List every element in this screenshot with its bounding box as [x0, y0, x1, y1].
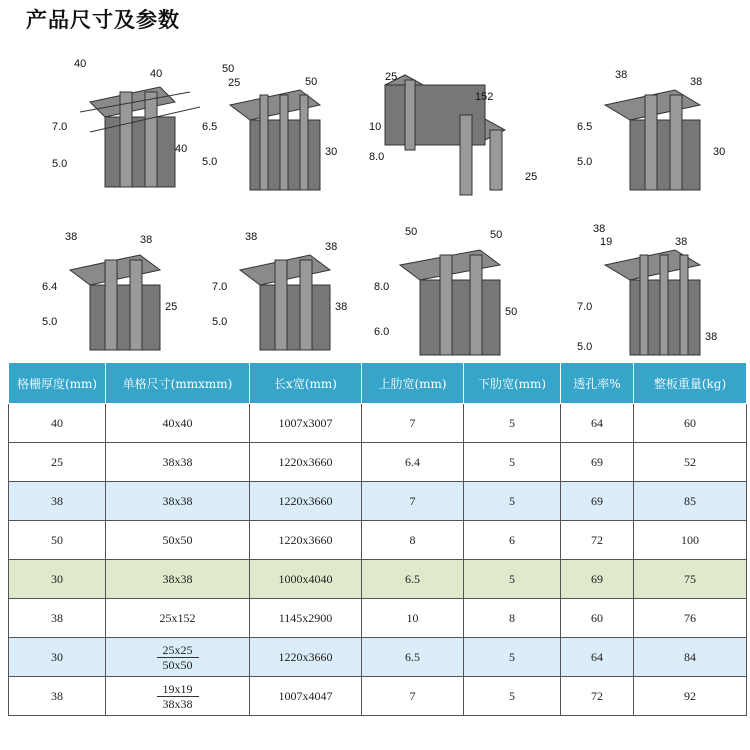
- grating-drawing-3: [365, 65, 545, 205]
- dim-label: 38: [615, 69, 628, 81]
- dim-label: 38: [65, 231, 78, 243]
- table-cell: 7: [362, 677, 464, 716]
- dim-label: 38: [705, 331, 718, 343]
- table-cell: 5: [464, 482, 561, 521]
- dim-label: 38: [140, 234, 153, 246]
- table-cell: 60: [561, 599, 634, 638]
- table-cell: 69: [561, 560, 634, 599]
- column-header: 上肋宽(mm): [362, 363, 464, 404]
- table-cell: 1000x4040: [250, 560, 362, 599]
- fraction-bottom: 38x38: [162, 696, 193, 711]
- table-cell: 30: [9, 638, 106, 677]
- grating-drawing-7: [370, 220, 530, 370]
- dim-label: 38: [245, 231, 258, 243]
- table-cell: 60: [634, 404, 747, 443]
- column-header: 长x宽(mm): [250, 363, 362, 404]
- product-drawings: [0, 40, 750, 353]
- table-cell: 64: [561, 404, 634, 443]
- table-cell: 72: [561, 521, 634, 560]
- table-cell: 1220x3660: [250, 521, 362, 560]
- dim-label: 40: [74, 58, 87, 70]
- table-cell: 6: [464, 521, 561, 560]
- dim-label: 50: [490, 229, 503, 241]
- table-cell: 8: [362, 521, 464, 560]
- dim-label: 5.0: [52, 158, 68, 170]
- dim-label: 5.0: [577, 341, 593, 353]
- table-cell: 7: [362, 482, 464, 521]
- dim-label: 25: [165, 301, 178, 313]
- grating-drawing-1: [50, 52, 200, 192]
- dim-label: 50: [405, 226, 418, 238]
- dim-label: 8.0: [374, 281, 390, 293]
- dim-label: 25: [525, 171, 538, 183]
- dim-label: 25: [385, 71, 398, 83]
- fraction-bottom: 50x50: [162, 657, 193, 672]
- table-cell: 72: [561, 677, 634, 716]
- table-cell: 1220x3660: [250, 443, 362, 482]
- dim-label: 7.0: [212, 281, 228, 293]
- fraction-top: 25x25: [157, 643, 199, 658]
- dim-label: 6.0: [374, 326, 390, 338]
- table-cell: 5: [464, 638, 561, 677]
- table-cell: 69: [561, 443, 634, 482]
- dim-label: 38: [335, 301, 348, 313]
- table-cell: 38: [9, 599, 106, 638]
- table-cell: 1220x3660: [250, 638, 362, 677]
- table-cell: 92: [634, 677, 747, 716]
- dim-label: 30: [325, 146, 338, 158]
- dim-label: 5.0: [202, 156, 218, 168]
- dim-label: 6.5: [577, 121, 593, 133]
- table-cell: 10: [362, 599, 464, 638]
- page-title: 产品尺寸及参数: [26, 8, 180, 32]
- table-cell: 1220x3660: [250, 482, 362, 521]
- dim-label: 7.0: [577, 301, 593, 313]
- table-cell: 38: [9, 677, 106, 716]
- grating-drawing-6: [210, 225, 360, 365]
- dim-label: 50: [305, 76, 318, 88]
- column-header: 整板重量(kg): [634, 363, 747, 404]
- dim-label: 19: [600, 236, 613, 248]
- table-cell: 69: [561, 482, 634, 521]
- table-cell: 38x38: [106, 560, 250, 599]
- table-cell: 50x50: [106, 521, 250, 560]
- dim-label: 152: [475, 91, 494, 103]
- table-cell: 7: [362, 404, 464, 443]
- dim-label: 50: [222, 63, 235, 75]
- table-cell: [106, 638, 250, 677]
- table-cell: 40: [9, 404, 106, 443]
- column-header: 透孔率%: [561, 363, 634, 404]
- table-row: [9, 482, 747, 521]
- dim-label: 38: [593, 223, 606, 235]
- column-header: 下肋宽(mm): [464, 363, 561, 404]
- column-header: 格栅厚度(mm): [9, 363, 106, 404]
- table-cell: 5: [464, 677, 561, 716]
- table-cell: 38x38: [106, 443, 250, 482]
- table-cell: 25x152: [106, 599, 250, 638]
- table-cell: 6.5: [362, 560, 464, 599]
- dim-label: 25: [228, 77, 241, 89]
- table-cell: 38: [9, 482, 106, 521]
- dim-label: 6.5: [202, 121, 218, 133]
- dim-label: 5.0: [577, 156, 593, 168]
- table-cell: 84: [634, 638, 747, 677]
- table-cell: 5: [464, 404, 561, 443]
- table-cell: 52: [634, 443, 747, 482]
- dim-label: 6.4: [42, 281, 58, 293]
- dim-label: 7.0: [52, 121, 68, 133]
- dim-label: 38: [690, 76, 703, 88]
- table-cell: 76: [634, 599, 747, 638]
- dim-label: 50: [505, 306, 518, 318]
- dim-label: 5.0: [42, 316, 58, 328]
- table-cell: 5: [464, 443, 561, 482]
- dim-label: 5.0: [212, 316, 228, 328]
- spec-table: [8, 362, 747, 716]
- table-cell: 100: [634, 521, 747, 560]
- table-cell: 75: [634, 560, 747, 599]
- dim-label: 40: [150, 68, 163, 80]
- table-row: [9, 521, 747, 560]
- table-cell: 85: [634, 482, 747, 521]
- dim-label: 38: [325, 241, 338, 253]
- table-cell: 1007x4047: [250, 677, 362, 716]
- table-header-row: [9, 363, 747, 404]
- table-row: [9, 599, 747, 638]
- grating-drawing-4: [575, 60, 735, 200]
- table-row: [9, 560, 747, 599]
- table-cell: 25: [9, 443, 106, 482]
- table-row: [9, 404, 747, 443]
- grating-drawing-2: [200, 60, 350, 200]
- column-header: 单格尺寸(mmxmm): [106, 363, 250, 404]
- table-cell: 38x38: [106, 482, 250, 521]
- dim-label: 30: [713, 146, 726, 158]
- dim-label: 8.0: [369, 151, 385, 163]
- table-cell: 40x40: [106, 404, 250, 443]
- dim-label: 38: [675, 236, 688, 248]
- table-cell: 1007x3007: [250, 404, 362, 443]
- table-row: [9, 677, 747, 716]
- table-cell: 6.4: [362, 443, 464, 482]
- table-cell: [106, 677, 250, 716]
- dim-label: 10: [369, 121, 382, 133]
- table-row: [9, 443, 747, 482]
- grating-drawing-8: [575, 220, 735, 370]
- table-cell: 6.5: [362, 638, 464, 677]
- grating-drawing-5: [40, 225, 190, 365]
- table-cell: 8: [464, 599, 561, 638]
- table-cell: 1145x2900: [250, 599, 362, 638]
- dim-label: 40: [175, 143, 188, 155]
- table-row: [9, 638, 747, 677]
- table-cell: 30: [9, 560, 106, 599]
- table-cell: 50: [9, 521, 106, 560]
- fraction-top: 19x19: [157, 682, 199, 697]
- table-cell: 64: [561, 638, 634, 677]
- table-cell: 5: [464, 560, 561, 599]
